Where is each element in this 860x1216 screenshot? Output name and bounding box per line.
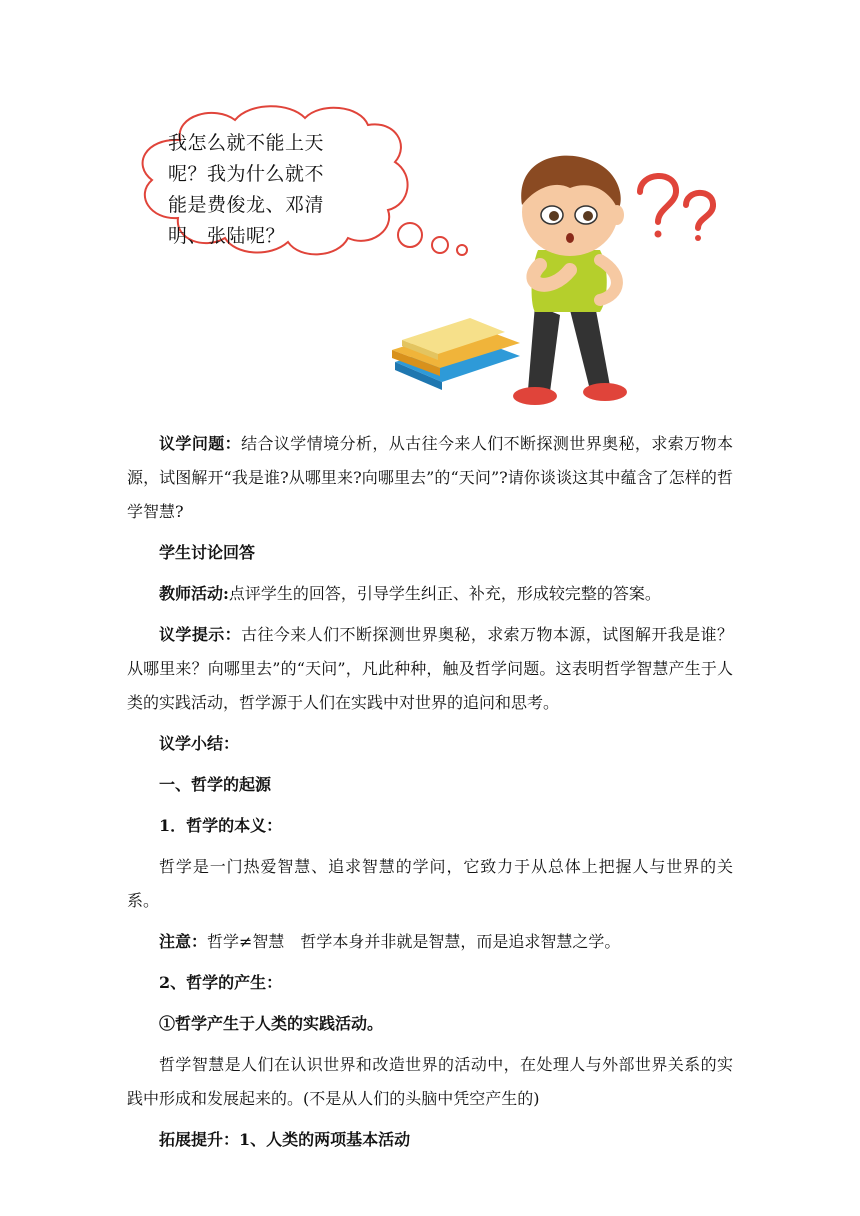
summary-heading: 议学小结： [159, 734, 240, 753]
section-heading-origin: 一、哲学的起源 [159, 775, 272, 794]
student-discussion-heading: 学生讨论回答 [159, 543, 256, 562]
bubble-line: 我怎么就不能上天 [168, 132, 325, 154]
bubble-line: 明、张陆呢？ [168, 225, 286, 247]
extension-label: 拓展提升： [159, 1130, 240, 1149]
discussion-question-label: 议学问题： [159, 434, 242, 453]
discussion-hint-paragraph [127, 618, 733, 720]
point-one-heading: ①哲学产生于人类的实践活动。 [159, 1014, 384, 1033]
note-label: 注意： [159, 932, 208, 951]
discussion-hint-label: 议学提示： [159, 625, 242, 644]
note-paragraph [127, 925, 733, 959]
discussion-question-paragraph [127, 427, 733, 529]
question-marks-icon [640, 176, 713, 241]
boy-character-icon [513, 156, 627, 405]
bubble-line: 呢？我为什么就不 [168, 163, 325, 185]
practice-paragraph: 哲学智慧是人们在认识世界和改造世界的活动中，在处理人与外部世界关系的实践中形成和发展起来的。(不是从人们的头脑中凭空产生的) [127, 1055, 733, 1108]
subsection-heading-meaning: 1．哲学的本义： [159, 816, 283, 835]
subsection-heading-emergence: 2、哲学的产生： [159, 973, 283, 992]
thought-bubble-text [168, 128, 368, 252]
document-body [127, 427, 733, 1164]
extension-text: 1、人类的两项基本活动 [239, 1130, 411, 1149]
teacher-activity-text: 点评学生的回答，引导学生纠正、补充，形成较完整的答案。 [228, 584, 661, 603]
bubble-line: 能是费俊龙、邓清 [168, 194, 325, 216]
books-icon [392, 318, 520, 390]
note-text: 哲学≠智慧 哲学本身并非就是智慧，而是追求智慧之学。 [207, 932, 621, 951]
teacher-activity-label: 教师活动: [159, 584, 229, 603]
teacher-activity-paragraph [127, 577, 733, 611]
extension-paragraph [127, 1123, 733, 1157]
philosophy-definition-paragraph: 哲学是一门热爱智慧、追求智慧的学问，它致力于从总体上把握人与世界的关系。 [127, 857, 733, 910]
discussion-hint-text: 古往今来人们不断探测世界奥秘，求索万物本源，试图解开我是谁？从哪里来？向哪里去”的“天问”，凡此种种，触及哲学问题。这表明哲学智慧产生于人类的实践活动，哲学源于人们在实践中对世界的追问和思考。 [127, 625, 733, 712]
discussion-question-text: 结合议学情境分析，从古往今来人们不断探测世界奥秘，求索万物本源，试图解开“我是谁?从哪里来?向哪里去”的“天问”?请你谈谈这其中蕴含了怎样的哲学智慧? [127, 434, 733, 521]
